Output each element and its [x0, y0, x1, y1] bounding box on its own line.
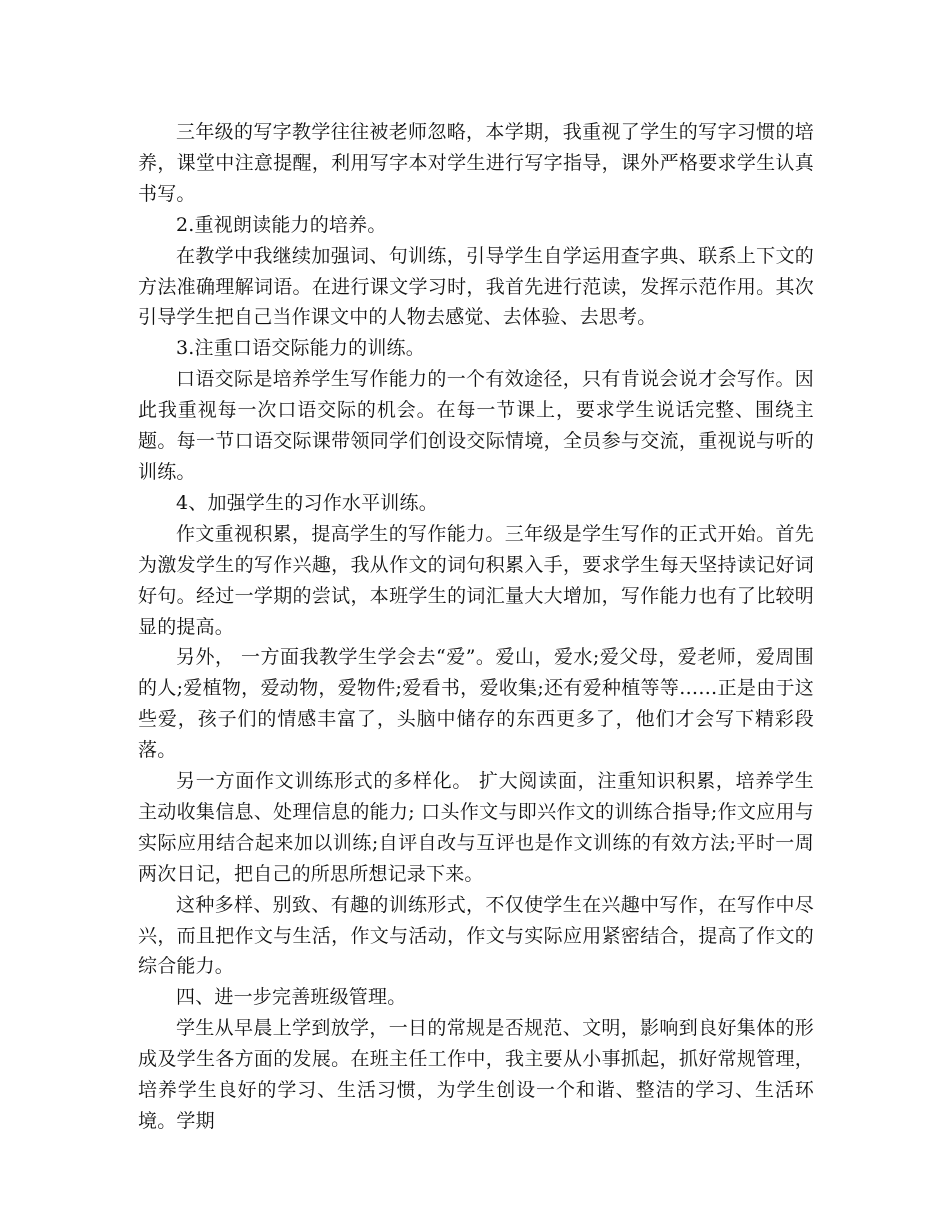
heading-reading-ability: 2.重视朗读能力的培养。 — [176, 213, 387, 236]
paragraph-training-benefits: 这种多样、别致、有趣的训练形式，不仅使学生在兴趣中写作，在写作中尽兴，而且把作文与生活，作文与活动，作文与实际应用紧密结合，提高了作文的综合能力。 — [138, 893, 814, 978]
paragraph-teaching-love: 另外， 一方面我教学生学会去“爱”。爱山，爱水;爱父母，爱老师，爱周围的人;爱植物，爱动物，爱物件;爱看书，爱收集;还有爱种植等等……正是由于这些爱，孩子们的情感丰富了，头脑中储存的东西更多了，他们才会写下精彩段落。 — [138, 646, 814, 762]
heading-composition-training: 4、加强学生的习作水平训练。 — [176, 491, 438, 514]
paragraph-composition-accumulation: 作文重视积累，提高学生的写作能力。三年级是学生写作的正式开始。首先为激发学生的写作兴趣，我从作文的词句积累入手，要求学生每天坚持读记好词好句。经过一学期的尝试，本班学生的词汇量大大增加，写作能力也有了比较明显的提高。 — [138, 522, 814, 638]
document-body — [138, 117, 814, 1137]
paragraph-reading-training: 在教学中我继续加强词、句训练，引导学生自学运用查字典、联系上下文的方法准确理解词语。在进行课文学习时，我首先进行范读，发挥示范作用。其次引导学生把自己当作课文中的人物去感觉、去体验、去思考。 — [138, 244, 814, 329]
paragraph-diverse-training: 另一方面作文训练形式的多样化。 扩大阅读面，注重知识积累，培养学生主动收集信息、处理信息的能力; 口头作文与即兴作文的训练合指导;作文应用与实际应用结合起来加以训练;自评自改与互评也是作文训练的有效方法;平时一周两次日记，把自己的所思所想记录下来。 — [138, 770, 814, 885]
paragraph-class-management: 学生从早晨上学到放学，一日的常规是否规范、文明，影响到良好集体的形成及学生各方面的发展。在班主任工作中，我主要从小事抓起，抓好常规管理，培养学生良好的学习、生活习惯，为学生创设一个和谐、整洁的学习、生活环境。学期 — [138, 1017, 814, 1132]
heading-oral-communication: 3.注重口语交际能力的训练。 — [176, 337, 425, 360]
paragraph-writing-habits: 三年级的写字教学往往被老师忽略，本学期，我重视了学生的写字习惯的培养，课堂中注意提醒，利用写字本对学生进行写字指导，课外严格要求学生认真书写。 — [138, 121, 814, 205]
paragraph-oral-communication: 口语交际是培养学生写作能力的一个有效途径，只有肯说会说才会写作。因此我重视每一次口语交际的机会。在每一节课上，要求学生说话完整、围绕主题。每一节口语交际课带领同学们创设交际情境，全员参与交流，重视说与听的训练。 — [138, 368, 814, 483]
heading-class-management: 四、进一步完善班级管理。 — [176, 986, 407, 1009]
